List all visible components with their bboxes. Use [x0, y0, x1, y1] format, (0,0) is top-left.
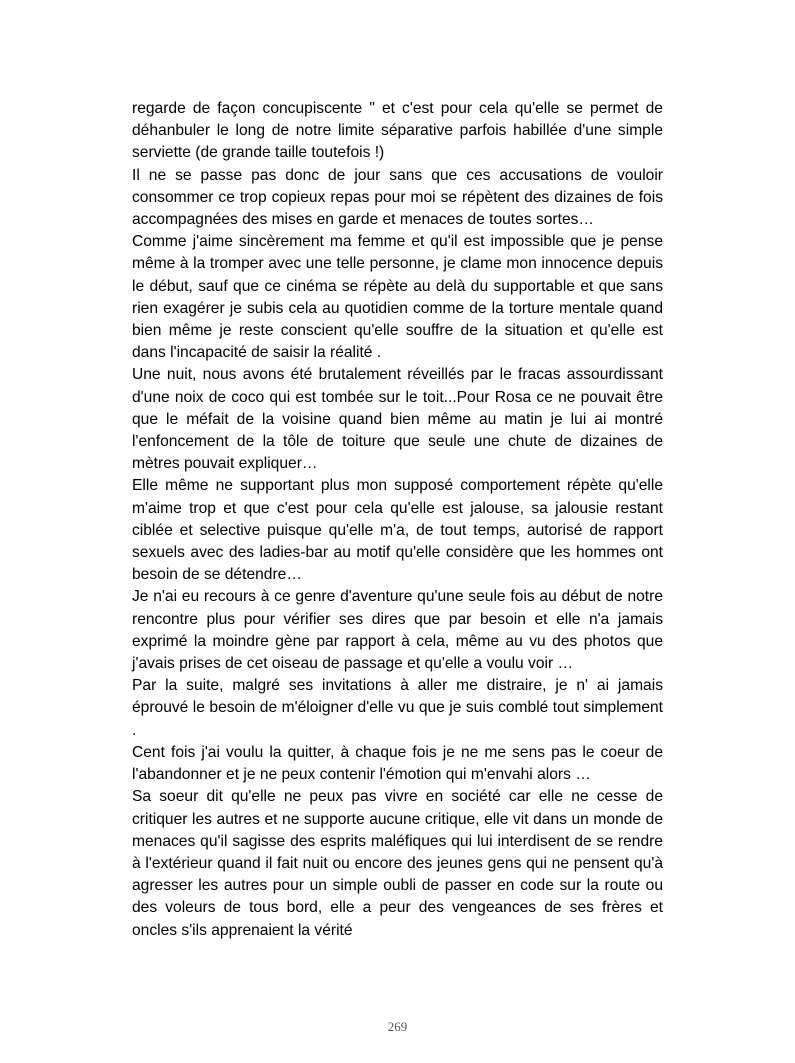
paragraph: Sa soeur dit qu'elle ne peux pas vivre en société car elle ne cesse de critiquer les autres et ne supporte aucune critique, elle vit dans un monde de menaces qu'il sagisse des esprits maléfiques qui lui interdisent de se rendre à l'extérieur quand il fait nuit ou encore des jeunes gens qui ne pensent qu'à agresser les autres pour un simple oubli de passer en code sur la route ou des voleurs de tous bord, elle a peur des vengeances de ses frères et oncles s'ils apprenaient la vérité — [132, 788, 663, 939]
paragraph: regarde de façon concupiscente " et c'est pour cela qu'elle se permet de déhanbuler le long de notre limite séparative parfois habillée d'une simple serviette (de grande taille toutefois !) — [132, 100, 663, 162]
paragraph: Par la suite, malgré ses invitations à aller me distraire, je n' ai jamais éprouvé le besoin de m'éloigner d'elle vu que je suis comblé tout simplement . — [132, 677, 663, 739]
paragraph: Comme j'aime sincèrement ma femme et qu'il est impossible que je pense même à la tromper avec une telle personne, je clame mon innocence depuis le début, sauf que ce cinéma se répète au delà du supportable et que sans rien exagérer je subis cela au quotidien comme de la torture mentale quand bien même je reste conscient qu'elle souffre de la situation et qu'elle est dans l'incapacité de saisir la réalité . — [132, 233, 663, 362]
paragraph: Je n'ai eu recours à ce genre d'aventure qu'une seule fois au début de notre rencontre plus pour vérifier ses dires que par besoin et elle n'a jamais exprimé la moindre gène par rapport à cela, même au vu des photos que j'avais prises de cet oiseau de passage et qu'elle a voulu voir … — [132, 588, 663, 673]
paragraph: Elle même ne supportant plus mon supposé comportement répète qu'elle m'aime trop et que c'est pour cela qu'elle est jalouse, sa jalousie restant ciblée et selective puisque qu'elle m'a, de tout temps, autorisé de rapport sexuels avec des ladies-bar au motif qu'elle considère que les hommes ont besoin de se détendre… — [132, 477, 663, 584]
paragraph: Une nuit, nous avons été brutalement réveillés par le fracas assourdissant d'une noix de coco qui est tombée sur le toit...Pour Rosa ce ne pouvait être que le méfait de la voisine quand bien même au matin je lui ai montré l'enfoncement de la tôle de toiture que seule une chute de dizaines de mètres pouvait expliquer… — [132, 366, 663, 473]
paragraph: Il ne se passe pas donc de jour sans que ces accusations de vouloir consommer ce trop copieux repas pour moi se répètent des dizaines de fois accompagnées des mises en garde et menaces de toutes sortes… — [132, 166, 663, 229]
body-text — [132, 98, 663, 942]
paragraph: Cent fois j'ai voulu la quitter, à chaque fois je ne me sens pas le coeur de l'abandonner et je ne peux contenir l'émotion qui m'envahi alors … — [132, 743, 663, 784]
page-number: 269 — [387, 1019, 408, 1034]
